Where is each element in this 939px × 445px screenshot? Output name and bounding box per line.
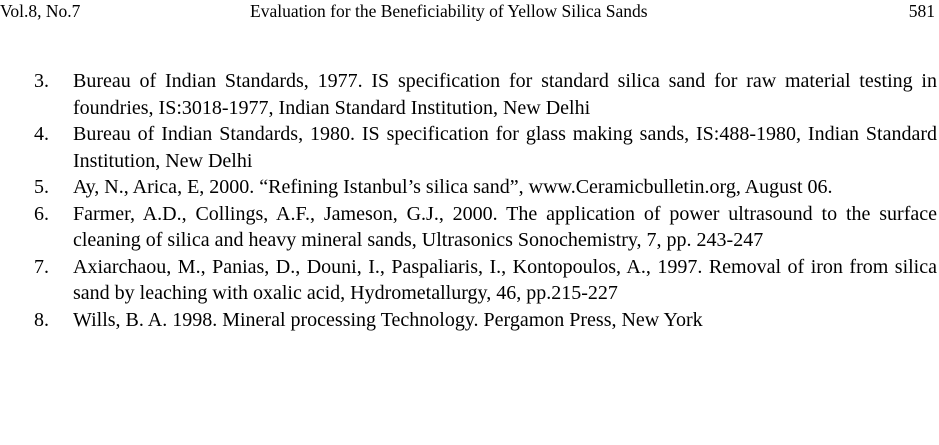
running-title: Evaluation for the Beneficiability of Yellow Silica Sands: [250, 1, 648, 21]
reference-number: 6.: [34, 202, 49, 225]
reference-text: Wills, B. A. 1998. Mineral processing Technology. Pergamon Press, New York: [73, 308, 703, 331]
reference-item: [0, 174, 939, 201]
reference-number: 4.: [34, 123, 49, 145]
reference-item: [0, 201, 939, 254]
reference-list: [0, 68, 939, 333]
reference-number: 3.: [34, 70, 49, 92]
reference-number: 7.: [34, 255, 49, 278]
running-header: [0, 0, 939, 24]
reference-text: Bureau of Indian Standards, 1977. IS specification for standard silica sand for raw material testing in foundries, IS:3018-1977, Indian Standard Institution, New Delhi: [73, 70, 937, 119]
reference-item: [0, 121, 939, 174]
reference-item: [0, 307, 939, 334]
reference-text: Bureau of Indian Standards, 1980. IS specification for glass making sands, IS:488-1980, Indian Standard Institution, New Delhi: [73, 123, 937, 172]
reference-number: 5.: [34, 176, 49, 198]
reference-text: Axiarchaou, M., Panias, D., Douni, I., Paspaliaris, I., Kontopoulos, A., 1997. Removal of iron from silica sand by leaching with oxalic acid, Hydrometallurgy, 46, pp.215-227: [73, 255, 937, 304]
journal-volume: Vol.8, No.7: [0, 1, 81, 21]
reference-text: Farmer, A.D., Collings, A.F., Jameson, G.J., 2000. The application of power ultrasound to the surface cleaning of silica and heavy mineral sands, Ultrasonics Sonochemistry, 7, pp. 243-247: [73, 202, 937, 251]
page-number: 581: [908, 1, 935, 21]
reference-text: Ay, N., Arica, E, 2000. “Refining Istanbul’s silica sand”, www.Ceramicbulletin.org, August 06.: [73, 176, 833, 198]
reference-item: [0, 68, 939, 121]
reference-number: 8.: [34, 308, 49, 331]
reference-item: [0, 254, 939, 307]
